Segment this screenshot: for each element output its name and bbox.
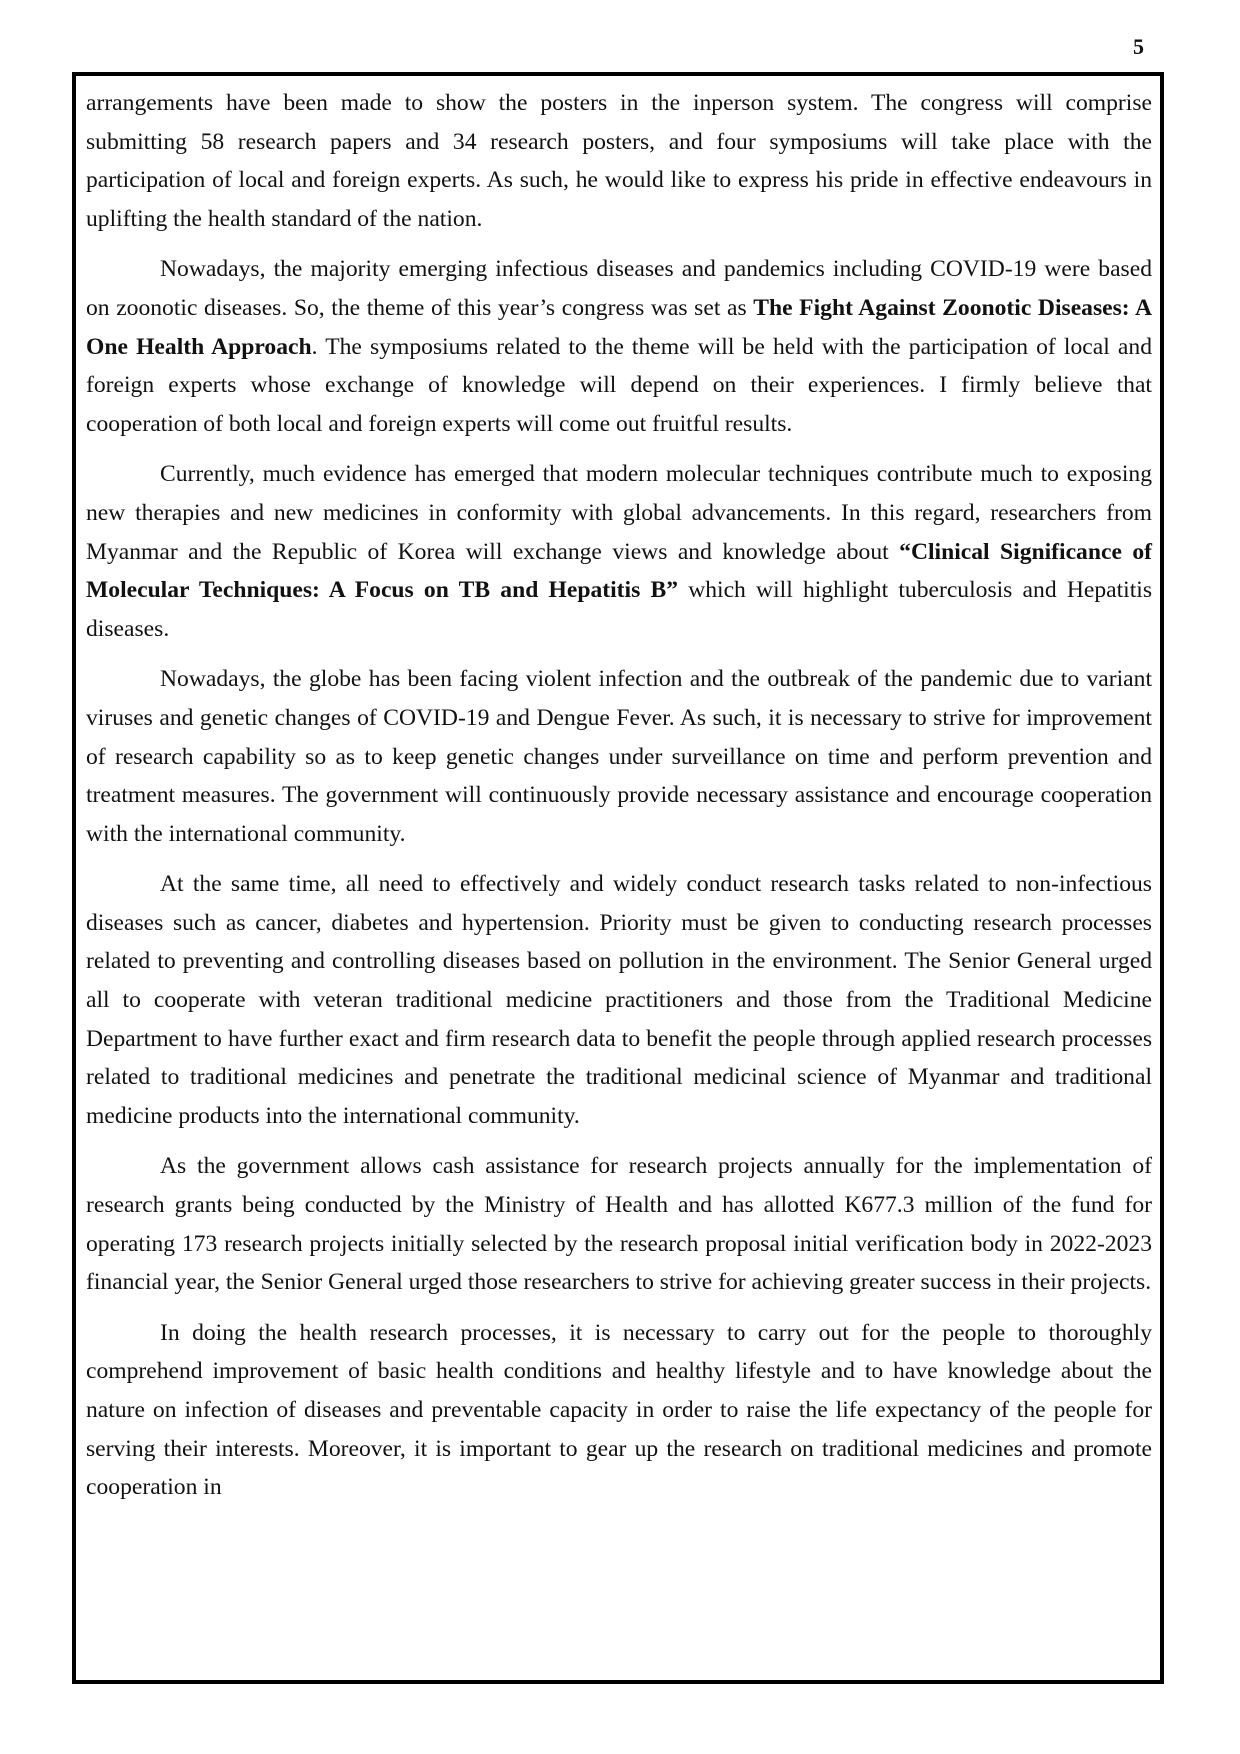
text-frame (72, 72, 1164, 1684)
page-number: 5 (1133, 34, 1144, 59)
paragraph-non-infectious-diseases: At the same time, all need to effectively and widely conduct research tasks related to non-infectious diseases such as cancer, diabetes and hypertension. Priority must be given to conducting research processes related to preventing and controlling diseases based on pollution in the environment. The Senior General urged all to cooperate with veteran traditional medicine practitioners and those from the Traditional Medicine Department to have further exact and firm research data to benefit the people through applied research processes related to traditional medicines and penetrate the traditional medicinal science of Myanmar and traditional medicine products into the international community. (86, 871, 1152, 1129)
paragraph-pandemic: Nowadays, the globe has been facing violent infection and the outbreak of the pandemic due to variant viruses and genetic changes of COVID-19 and Dengue Fever. As such, it is necessary to strive for improvement of research capability so as to keep genetic changes under surveillance on time and perform prevention and treatment measures. The government will continuously provide necessary assistance and encourage cooperation with the international community. (86, 666, 1152, 847)
paragraph-text: Nowadays, the majority emerging infectious diseases and pandemics including COVID-19 were based on zoonotic diseases. So, the theme of this year’s congress was set as (86, 256, 1152, 321)
congress-theme-title: The Fight Against Zoonotic Diseases: A One Health Approach (86, 294, 1152, 360)
symposium-title: “Clinical Significance of Molecular Techniques: A Focus on TB and Hepatitis B” (86, 538, 1153, 604)
paragraph-health-research: In doing the health research processes, it is necessary to carry out for the people to thoroughly comprehend improvement of basic health conditions and healthy lifestyle and to have knowledge about the nature on infection of diseases and preventable capacity in order to raise the life expectancy of the people for serving their interests. Moreover, it is important to gear up the research on traditional medicines and promote cooperation in (86, 1319, 1152, 1501)
paragraph-text: . The symposiums related to the theme will be held with the participation of local and foreign experts whose exchange of knowledge will depend on their experiences. I firmly believe that cooperation of both local and foreign experts will come out fruitful results. (86, 333, 1152, 437)
paragraph-research-grants: As the government allows cash assistance for research projects annually for the implementation of research grants being conducted by the Ministry of Health and has allotted K677.3 million of the fund for operating 173 research projects initially selected by the research proposal initial verification body in 2022-2023 financial year, the Senior General urged those researchers to strive for achieving greater success in their projects. (86, 1153, 1152, 1296)
paragraph-text: Currently, much evidence has emerged that modern molecular techniques contribute much to exposing new therapies and new medicines in conformity with global advancements. In this regard, researchers from Myanmar and the Republic of Korea will exchange views and knowledge about (86, 461, 1152, 565)
paragraph-continued: arrangements have been made to show the posters in the inperson system. The congress will comprise submitting 58 research papers and 34 research posters, and four symposiums will take place with the participation of local and foreign experts. As such, he would like to express his pride in effective endeavours in uplifting the health standard of the nation. (86, 90, 1152, 232)
paragraph-molecular-techniques (86, 455, 1152, 648)
paragraph-theme (86, 250, 1152, 443)
paragraph-text: which will highlight tuberculosis and Hepatitis diseases. (86, 577, 1152, 642)
